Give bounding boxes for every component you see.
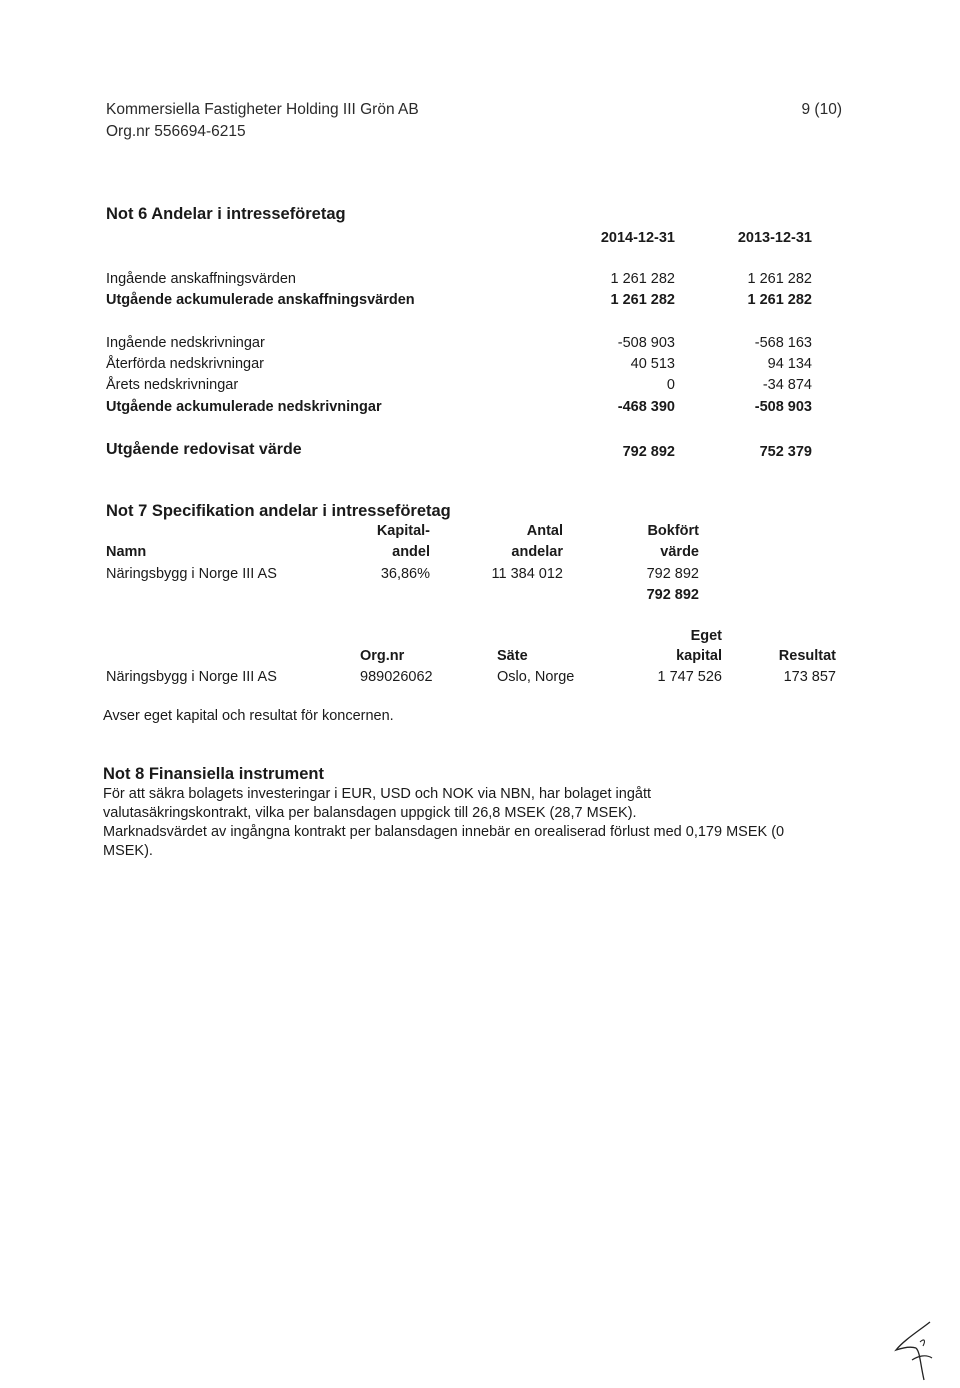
row-label: Utgående redovisat värde <box>106 441 302 458</box>
value-2014: 40 513 <box>630 356 675 372</box>
column-header-bokfort: Bokfört <box>647 523 699 539</box>
column-header-2014: 2014-12-31 <box>600 230 675 246</box>
column-header-andel: andel <box>392 544 430 560</box>
column-header-orgnr: Org.nr <box>360 648 405 664</box>
note-8-line-4: MSEK). <box>103 843 153 859</box>
column-header-antal: Antal <box>526 523 563 539</box>
eget-kapital-cell: 1 747 526 <box>657 669 722 685</box>
note-7-footnote: Avser eget kapital och resultat för koncernen. <box>103 708 394 724</box>
note-6-title: Not 6 Andelar i intresseföretag <box>106 205 346 223</box>
org-number: Org.nr 556694-6215 <box>106 123 246 140</box>
column-header-namn: Namn <box>106 544 147 560</box>
value-2014: 1 261 282 <box>610 271 675 287</box>
row-label: Återförda nedskrivningar <box>106 356 264 372</box>
value-2014: 0 <box>666 377 675 393</box>
antal-cell: 11 384 012 <box>491 566 563 582</box>
row-label: Årets nedskrivningar <box>106 377 239 393</box>
company-name: Kommersiella Fastigheter Holding III Grön AB <box>106 101 419 118</box>
value-2013: 94 134 <box>767 356 812 372</box>
value-2014: -468 390 <box>617 399 675 415</box>
value-2013: 1 261 282 <box>747 271 812 287</box>
column-header-2013: 2013-12-31 <box>737 230 812 246</box>
value-2013: -568 163 <box>754 335 812 351</box>
column-header-kapital: Kapital- <box>376 523 430 539</box>
signature-initials <box>890 1318 940 1384</box>
orgnr-cell: 989026062 <box>360 669 433 685</box>
value-2013: 752 379 <box>759 444 812 460</box>
row-label: Utgående ackumulerade anskaffningsvärden <box>106 292 415 308</box>
bokfort-cell: 792 892 <box>646 566 699 582</box>
company-name-cell: Näringsbygg i Norge III AS <box>106 566 277 582</box>
column-header-varde: värde <box>660 544 699 560</box>
row-label: Ingående anskaffningsvärden <box>106 271 296 287</box>
column-header-kapital2: kapital <box>676 648 722 664</box>
kapitalandel-cell: 36,86% <box>380 566 430 582</box>
column-header-resultat: Resultat <box>778 648 836 664</box>
bokfort-total: 792 892 <box>646 587 699 603</box>
column-header-eget: Eget <box>690 628 722 644</box>
value-2014: 792 892 <box>622 444 675 460</box>
value-2013: 1 261 282 <box>747 292 812 308</box>
value-2013: -34 874 <box>762 377 812 393</box>
note-8-line-3: Marknadsvärdet av ingångna kontrakt per balansdagen innebär en orealiserad förlust med 0,179 MSEK (0 <box>103 824 785 840</box>
note-7-title: Not 7 Specifikation andelar i intresseföretag <box>106 502 451 520</box>
sate-cell: Oslo, Norge <box>497 669 575 685</box>
column-header-andelar: andelar <box>511 544 563 560</box>
company-name-cell: Näringsbygg i Norge III AS <box>106 669 277 685</box>
note-8-title: Not 8 Finansiella instrument <box>103 765 324 783</box>
page-number: 9 (10) <box>801 101 842 118</box>
value-2014: -508 903 <box>617 335 675 351</box>
value-2014: 1 261 282 <box>610 292 675 308</box>
value-2013: -508 903 <box>754 399 812 415</box>
row-label: Utgående ackumulerade nedskrivningar <box>106 399 382 415</box>
note-8-line-2: valutasäkringskontrakt, vilka per balansdagen uppgick till 26,8 MSEK (28,7 MSEK). <box>103 805 637 821</box>
row-label: Ingående nedskrivningar <box>106 335 265 351</box>
note-8-line-1: För att säkra bolagets investeringar i EUR, USD och NOK via NBN, har bolaget ingått <box>103 786 652 802</box>
column-header-sate: Säte <box>497 648 528 664</box>
resultat-cell: 173 857 <box>783 669 836 685</box>
